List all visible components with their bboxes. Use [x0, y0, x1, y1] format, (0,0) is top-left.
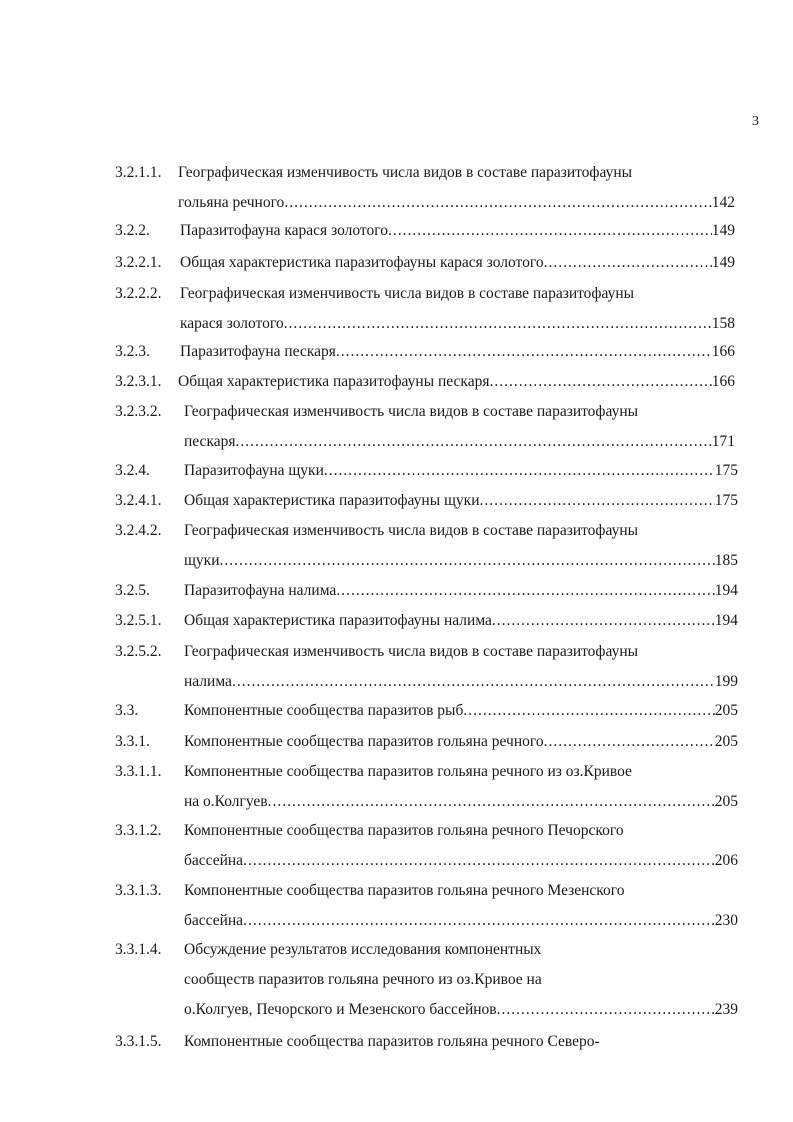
- toc-entry-title: [184, 820, 624, 842]
- toc-entry-text: Паразитофауна щуки: [184, 462, 324, 479]
- toc-entry-number: 3.3.1.4.: [115, 941, 162, 958]
- toc-entry-title: [180, 283, 634, 305]
- toc-entry-text: Географическая изменчивость числа видов в составе паразитофауны: [184, 522, 639, 539]
- toc-entry-text: налима: [184, 673, 232, 690]
- toc-entry-title: [184, 641, 638, 663]
- toc-leader-dots: [544, 731, 715, 753]
- toc-entry-text: пескаря: [184, 433, 236, 450]
- toc-leader-dots: [220, 550, 715, 572]
- toc-entry-text: на о.Колгуев: [184, 793, 268, 810]
- toc-entry-title: [184, 401, 638, 423]
- toc-entry-number: 3.2.2.: [115, 222, 150, 239]
- toc-entry-text: Географическая изменчивость числа видов в составе паразитофауны: [184, 643, 639, 660]
- toc-entry-number: 3.3.1.1.: [115, 763, 162, 780]
- toc-entry-title: [184, 490, 738, 512]
- toc-entry-title: [184, 791, 738, 813]
- toc-entry-number: 3.2.4.2.: [115, 522, 162, 539]
- toc-leader-dots: [243, 850, 715, 872]
- toc-entry-title: [184, 910, 738, 932]
- toc-entry-title: [184, 671, 738, 693]
- toc-leader-dots: [268, 791, 715, 813]
- toc-entry-number: 3.2.4.1.: [115, 492, 162, 509]
- toc-entry-page: 149: [711, 222, 735, 239]
- toc-leader-dots: [336, 580, 714, 602]
- toc-entry-text: Общая характеристика паразитофауны щуки: [184, 492, 480, 509]
- toc-entry-text: Обсуждение результатов исследования компонентных: [184, 941, 542, 958]
- toc-entry-text: карася золотого: [180, 315, 284, 332]
- toc-entry-title: [184, 939, 541, 961]
- toc-entry-page: 142: [711, 194, 735, 211]
- toc-entry-title: [184, 880, 625, 902]
- toc-entry-text: Паразитофауна налима: [184, 582, 337, 599]
- toc-entry-title: [178, 371, 735, 393]
- toc-leader-dots: [336, 341, 712, 363]
- toc-entry-text: бассейна: [184, 852, 244, 869]
- toc-entry-title: [184, 761, 632, 783]
- toc-entry-text: Паразитофауна пескаря: [180, 343, 336, 360]
- toc-entry-page: 239: [714, 1001, 738, 1018]
- toc-entry-page: 194: [714, 582, 738, 599]
- toc-entry-title: [180, 313, 735, 335]
- toc-entry-page: 158: [711, 315, 735, 332]
- toc-entry-number: 3.2.5.: [115, 582, 150, 599]
- toc-entry-page: 166: [711, 373, 735, 390]
- toc-entry-title: [180, 252, 735, 274]
- toc-leader-dots: [463, 700, 714, 722]
- toc-entry-text: сообществ паразитов гольяна речного из оз.Кривое на: [184, 971, 542, 988]
- toc-entry-title: [184, 550, 738, 572]
- toc-entry-page: 205: [714, 702, 738, 719]
- toc-entry-page: 166: [711, 343, 735, 360]
- toc-entry-page: 175: [714, 492, 738, 509]
- toc-entry-page: 175: [714, 462, 738, 479]
- toc-entry-text: Общая характеристика паразитофауны карася золотого: [180, 254, 544, 271]
- toc-entry-text: Общая характеристика паразитофауны пескаря: [178, 373, 490, 390]
- toc-entry-page: 185: [714, 552, 738, 569]
- toc-entry-title: [184, 431, 735, 453]
- toc-entry-number: 3.3.: [115, 702, 139, 719]
- toc-entry-text: Компонентные сообщества паразитов гольяна речного Мезенского: [184, 882, 625, 899]
- toc-entry-title: [180, 341, 735, 363]
- toc-entry-page: 199: [714, 673, 738, 690]
- toc-entry-text: Географическая изменчивость числа видов в составе паразитофауны: [184, 403, 639, 420]
- toc-entry-text: Паразитофауна карася золотого: [180, 222, 388, 239]
- toc-leader-dots: [388, 220, 712, 242]
- toc-leader-dots: [284, 313, 712, 335]
- toc-entry-number: 3.2.3.1.: [115, 373, 162, 390]
- toc-leader-dots: [324, 460, 715, 482]
- toc-entry-text: Географическая изменчивость числа видов в составе паразитофауны: [178, 164, 633, 181]
- toc-leader-dots: [544, 252, 712, 274]
- toc-entry-text: Компонентные сообщества паразитов рыб: [184, 702, 464, 719]
- toc-entry-page: 149: [711, 254, 735, 271]
- toc-entry-text: Компонентные сообщества паразитов гольяна речного: [184, 733, 544, 750]
- toc-leader-dots: [489, 371, 711, 393]
- toc-entry-text: бассейна: [184, 912, 244, 929]
- toc-leader-dots: [492, 610, 715, 632]
- toc-entry-number: 3.2.1.1.: [115, 164, 162, 181]
- toc-entry-page: 194: [714, 612, 738, 629]
- toc-leader-dots: [480, 490, 715, 512]
- toc-entry-page: 206: [714, 852, 738, 869]
- toc-entry-number: 3.3.1.: [115, 733, 150, 750]
- toc-entry-text: о.Колгуев, Печорского и Мезенского бассейнов: [184, 1001, 497, 1018]
- toc-entry-title: [184, 850, 738, 872]
- toc-leader-dots: [284, 192, 711, 214]
- toc-entry-title: [184, 520, 638, 542]
- toc-entry-title: [184, 700, 738, 722]
- toc-entry-title: [184, 731, 738, 753]
- toc-entry-title: [184, 610, 738, 632]
- toc-leader-dots: [236, 431, 712, 453]
- toc-entry-number: 3.2.5.2.: [115, 643, 162, 660]
- toc-entry-title: [178, 162, 632, 184]
- toc-entry-number: 3.3.1.2.: [115, 822, 162, 839]
- toc-entry-number: 3.3.1.3.: [115, 882, 162, 899]
- toc-entry-number: 3.3.1.5.: [115, 1033, 162, 1050]
- toc-leader-dots: [497, 999, 715, 1021]
- toc-entry-page: 230: [714, 912, 738, 929]
- toc-entry-number: 3.2.4.: [115, 462, 150, 479]
- toc-entry-title: [184, 460, 738, 482]
- toc-entry-title: [180, 220, 735, 242]
- toc-entry-text: Компонентные сообщества паразитов гольяна речного из оз.Кривое: [184, 763, 632, 780]
- toc-entry-text: Общая характеристика паразитофауны налима: [184, 612, 492, 629]
- toc-entry-number: 3.2.5.1.: [115, 612, 162, 629]
- page-number: 3: [752, 114, 759, 129]
- toc-entry-title: [184, 999, 738, 1021]
- toc-entry-page: 171: [711, 433, 735, 450]
- toc-entry-page: 205: [714, 733, 738, 750]
- toc-entry-text: щуки: [184, 552, 220, 569]
- toc-entry-number: 3.2.3.2.: [115, 403, 162, 420]
- toc-entry-title: [184, 1031, 600, 1053]
- toc-entry-number: 3.2.3.: [115, 343, 150, 360]
- toc-leader-dots: [243, 910, 715, 932]
- toc-entry-number: 3.2.2.1.: [115, 254, 162, 271]
- toc-entry-text: гольяна речного: [178, 194, 285, 211]
- toc-entry-text: Географическая изменчивость числа видов в составе паразитофауны: [180, 285, 635, 302]
- toc-entry-title: [184, 580, 738, 602]
- toc-entry-number: 3.2.2.2.: [115, 285, 162, 302]
- toc-entry-text: Компонентные сообщества паразитов гольяна речного Печорского: [184, 822, 624, 839]
- toc-leader-dots: [232, 671, 715, 693]
- toc-entry-page: 205: [714, 793, 738, 810]
- toc-entry-text: Компонентные сообщества паразитов гольяна речного Северо-: [184, 1033, 600, 1050]
- toc-entry-title: [184, 969, 542, 991]
- toc-entry-title: [178, 192, 735, 214]
